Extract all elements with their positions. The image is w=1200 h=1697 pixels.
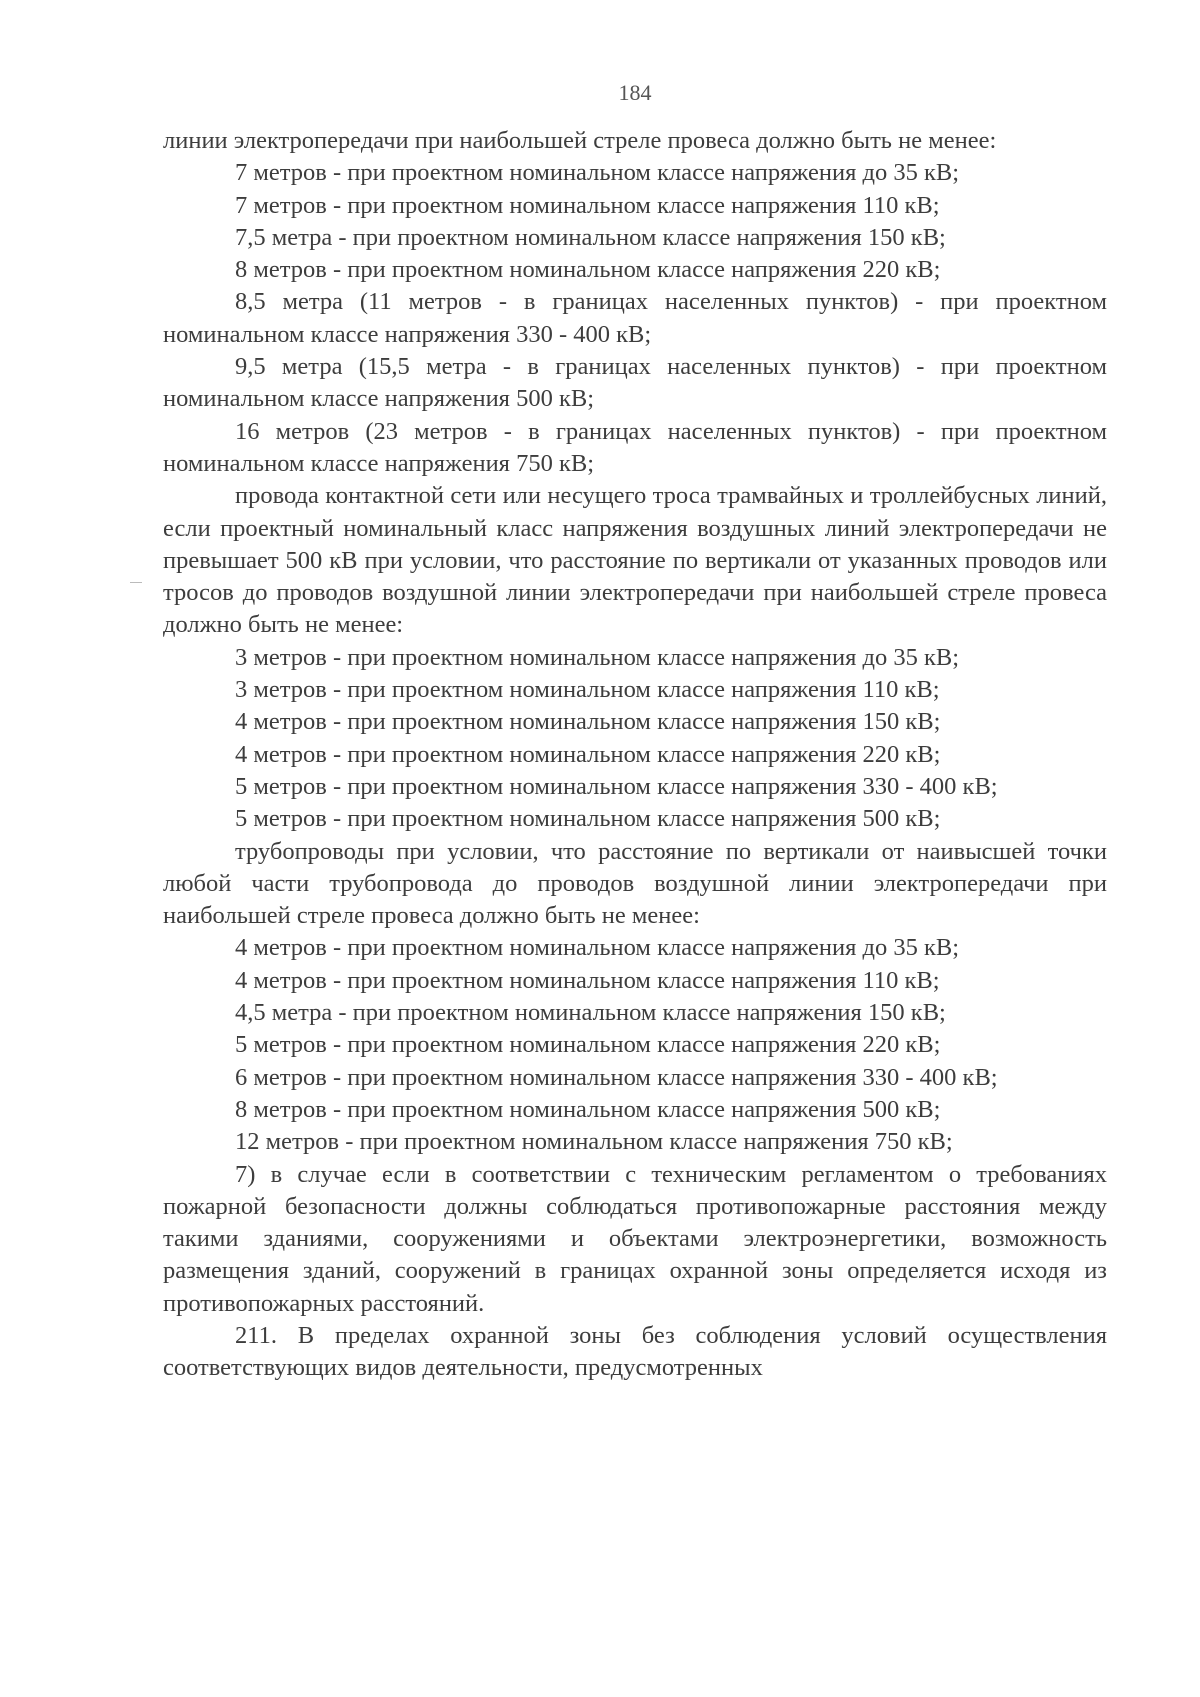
list-item: 4 метров - при проектном номинальном классе напряжения 150 кВ; (235, 708, 941, 736)
list-item: 8 метров - при проектном номинальном классе напряжения 500 кВ; (235, 1095, 941, 1123)
paragraph: 6 метров - при проектном номинальном классе напряжения 330 - 400 кВ; (235, 1063, 998, 1091)
paragraph: провода контактной сети или несущего троса трамвайных и троллейбусных линий, если проектный номинальный класс напряжения воздушных линий электропередачи не превышает 500 кВ при условии, что расстояние по вертикали от указанных проводов или тросов до проводов воздушной линии электропередачи при наибольшей стреле провеса должно быть не менее: (163, 482, 1107, 639)
list-item: 4,5 метра - при проектном номинальном классе напряжения 150 кВ; (235, 999, 946, 1027)
list-item: 4 метров - при проектном номинальном классе напряжения до 35 кВ; (235, 934, 960, 962)
paragraph: 8,5 метра (11 метров - в границах населенных пунктов) - при проектном номинальном классе напряжения 330 - 400 кВ; (163, 288, 1107, 348)
scan-mark (130, 582, 142, 583)
paragraph: 211. В пределах охранной зоны без соблюдения условий осуществления соответствующих видов деятельности, предусмотренных (163, 1321, 1107, 1382)
paragraph: трубопроводы при условии, что расстояние по вертикали от наивысшей точки любой части трубопровода до проводов воздушной линии электропередачи при наибольшей стреле провеса должно быть не менее: (163, 837, 1107, 930)
list-item: 8 метров - при проектном номинальном классе напряжения 220 кВ; (235, 256, 941, 284)
list-item: 7,5 метра - при проектном номинальном классе напряжения 150 кВ; (235, 223, 946, 251)
paragraph: 16 метров (23 метров - в границах населенных пунктов) - при проектном номинальном классе напряжения 750 кВ; (163, 417, 1107, 477)
list-item: 12 метров - при проектном номинальном классе напряжения 750 кВ; (235, 1128, 953, 1156)
list-item: 3 метров - при проектном номинальном классе напряжения 110 кВ; (235, 676, 940, 704)
document-body (163, 125, 1107, 1385)
list-item: 4 метров - при проектном номинальном классе напряжения 110 кВ; (235, 966, 940, 994)
list-item: 7 метров - при проектном номинальном классе напряжения до 35 кВ; (235, 159, 960, 187)
list-item: 5 метров - при проектном номинальном классе напряжения 220 кВ; (235, 1031, 941, 1059)
paragraph: 5 метров - при проектном номинальном классе напряжения 330 - 400 кВ; (235, 772, 998, 800)
list-item: 7 метров - при проектном номинальном классе напряжения 110 кВ; (235, 191, 940, 219)
list-item: 5 метров - при проектном номинальном классе напряжения 500 кВ; (235, 805, 941, 833)
paragraph: 7) в случае если в соответствии с техническим регламентом о требованиях пожарной безопасности должны соблюдаться противопожарные расстояния между такими зданиями, сооружениями и объектами электроэнергетики, возможность размещения зданий, сооружений в границах охранной зоны определяется исходя из противопожарных расстояний. (163, 1160, 1107, 1317)
paragraph: 9,5 метра (15,5 метра - в границах населенных пунктов) - при проектном номинальном классе напряжения 500 кВ; (163, 353, 1107, 413)
page-number: 184 (618, 80, 652, 105)
list-item: 4 метров - при проектном номинальном классе напряжения 220 кВ; (235, 740, 941, 768)
list-item: 3 метров - при проектном номинальном классе напряжения до 35 кВ; (235, 643, 960, 671)
paragraph: линии электропередачи при наибольшей стреле провеса должно быть не менее: (163, 127, 997, 154)
